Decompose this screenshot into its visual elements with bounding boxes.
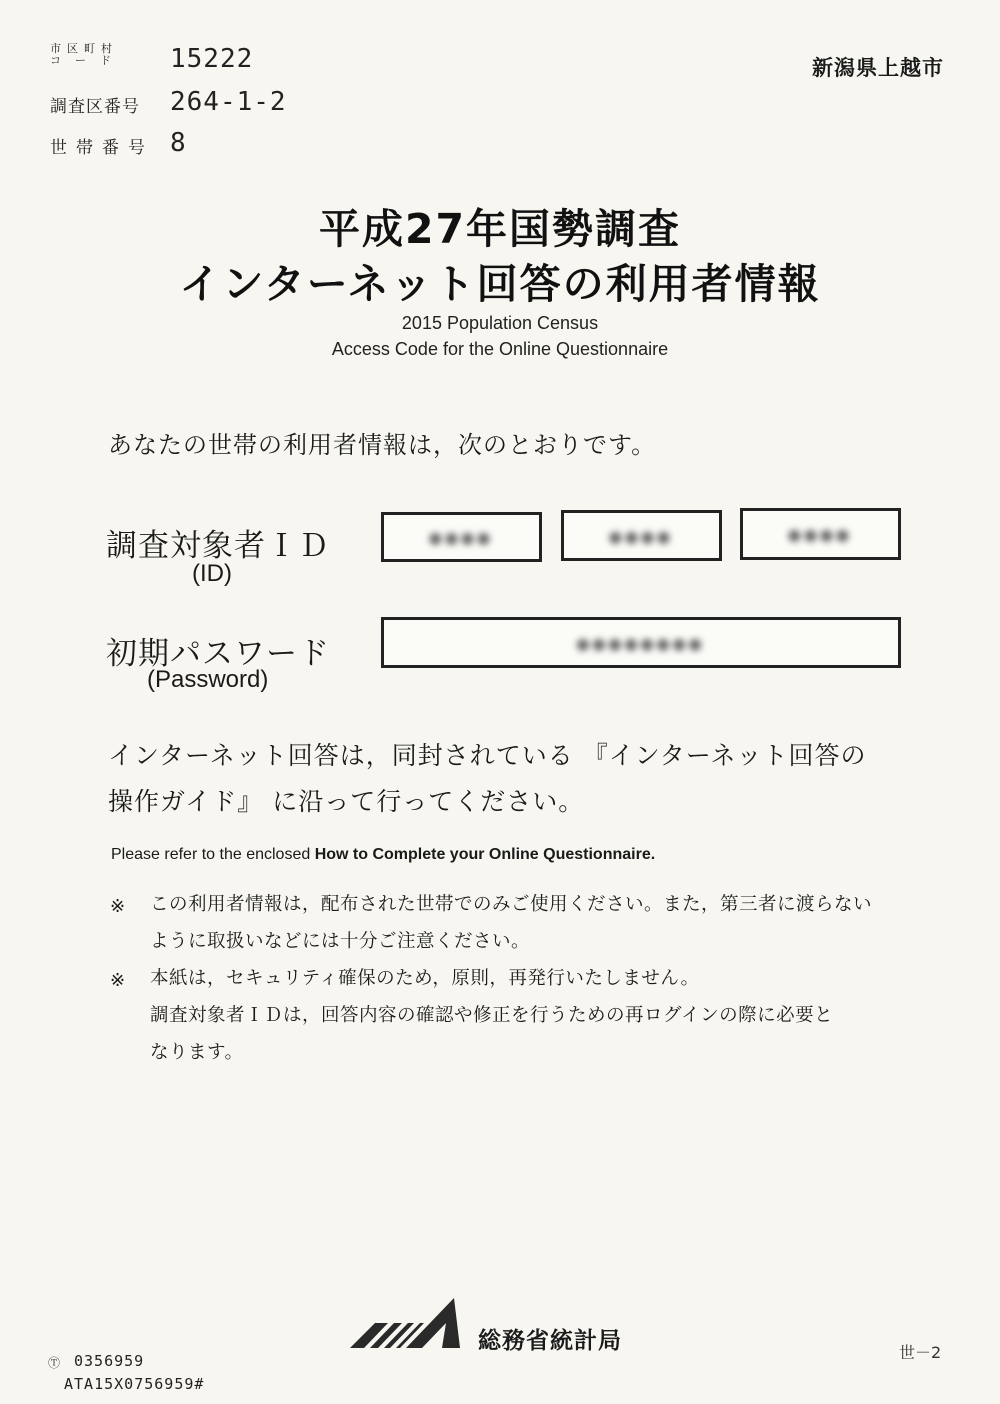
password-value: ●●●●●●●● — [576, 630, 706, 655]
id-part-1: ●●●● — [429, 525, 494, 549]
serial-mark: Ⓣ — [48, 1356, 62, 1370]
prefecture-city: 新潟県上越市 — [812, 56, 944, 80]
instruction-line-2: 操作ガイド』 に沿って行ってください。 — [108, 787, 585, 816]
refer-guide-text — [111, 846, 655, 864]
municipality-code-label — [50, 43, 150, 67]
instruction-line-1: インターネット回答は，同封されている 『インターネット回答の — [108, 741, 867, 770]
household-number: 8 — [170, 128, 187, 158]
id-box-3 — [740, 508, 901, 560]
survey-district-label: 調査区番号 — [50, 97, 140, 117]
note-2 — [150, 960, 833, 1071]
note-2-mark: ※ — [110, 970, 126, 991]
note-2-line-3: なります。 — [150, 1042, 244, 1063]
note-1-line-2: ように取扱いなどには十分ご注意ください。 — [150, 931, 531, 952]
serial-line-1: 0356959 — [74, 1352, 145, 1370]
password-box — [381, 617, 901, 668]
password-sublabel: (Password) — [147, 666, 269, 693]
note-2-line-2: 調査対象者ＩＤは，回答内容の確認や修正を行うための再ログインの際に必要と — [150, 1005, 834, 1026]
survey-district-number: 264-1-2 — [170, 87, 287, 117]
form-number: 世－2 — [899, 1343, 942, 1362]
id-label: 調査対象者ＩＤ — [106, 528, 330, 564]
note-1-line-1: この利用者情報は，配布された世帯でのみご使用ください。また，第三者に渡らない — [150, 894, 873, 915]
statistics-bureau-name: 総務省統計局 — [478, 1328, 622, 1354]
title-line-2: インターネット回答の利用者情報 — [179, 260, 821, 308]
refer-prefix: Please refer to the enclosed — [111, 846, 315, 863]
household-label: 世帯番号 — [50, 138, 154, 158]
id-part-2: ●●●● — [609, 523, 674, 548]
note-1 — [150, 886, 872, 960]
municipality-code-label-top: 市区町村 — [50, 42, 118, 55]
title-en-line-2: Access Code for the Online Questionnaire — [331, 339, 669, 359]
id-part-3: ●●●● — [788, 522, 853, 546]
id-sublabel: (ID) — [192, 560, 232, 587]
note-2-line-1: 本紙は，セキュリティ確保のため，原則，再発行いたしません。 — [150, 968, 700, 989]
statistics-bureau-logo-icon — [350, 1293, 460, 1353]
title-line-1: 平成27年国勢調査 — [318, 205, 682, 253]
municipality-code-label-bottom: コード — [50, 54, 125, 67]
intro-text: あなたの世帯の利用者情報は，次のとおりです。 — [108, 431, 657, 459]
municipality-code: 15222 — [170, 44, 254, 74]
id-box-2 — [561, 510, 722, 561]
title-en-line-1: 2015 Population Census — [401, 313, 599, 333]
refer-guide-title: How to Complete your Online Questionnaire. — [314, 846, 656, 863]
password-label: 初期パスワード — [106, 636, 330, 672]
note-1-mark: ※ — [110, 896, 126, 917]
id-box-1 — [381, 512, 542, 562]
serial-line-2: ATA15X0756959# — [64, 1375, 205, 1393]
